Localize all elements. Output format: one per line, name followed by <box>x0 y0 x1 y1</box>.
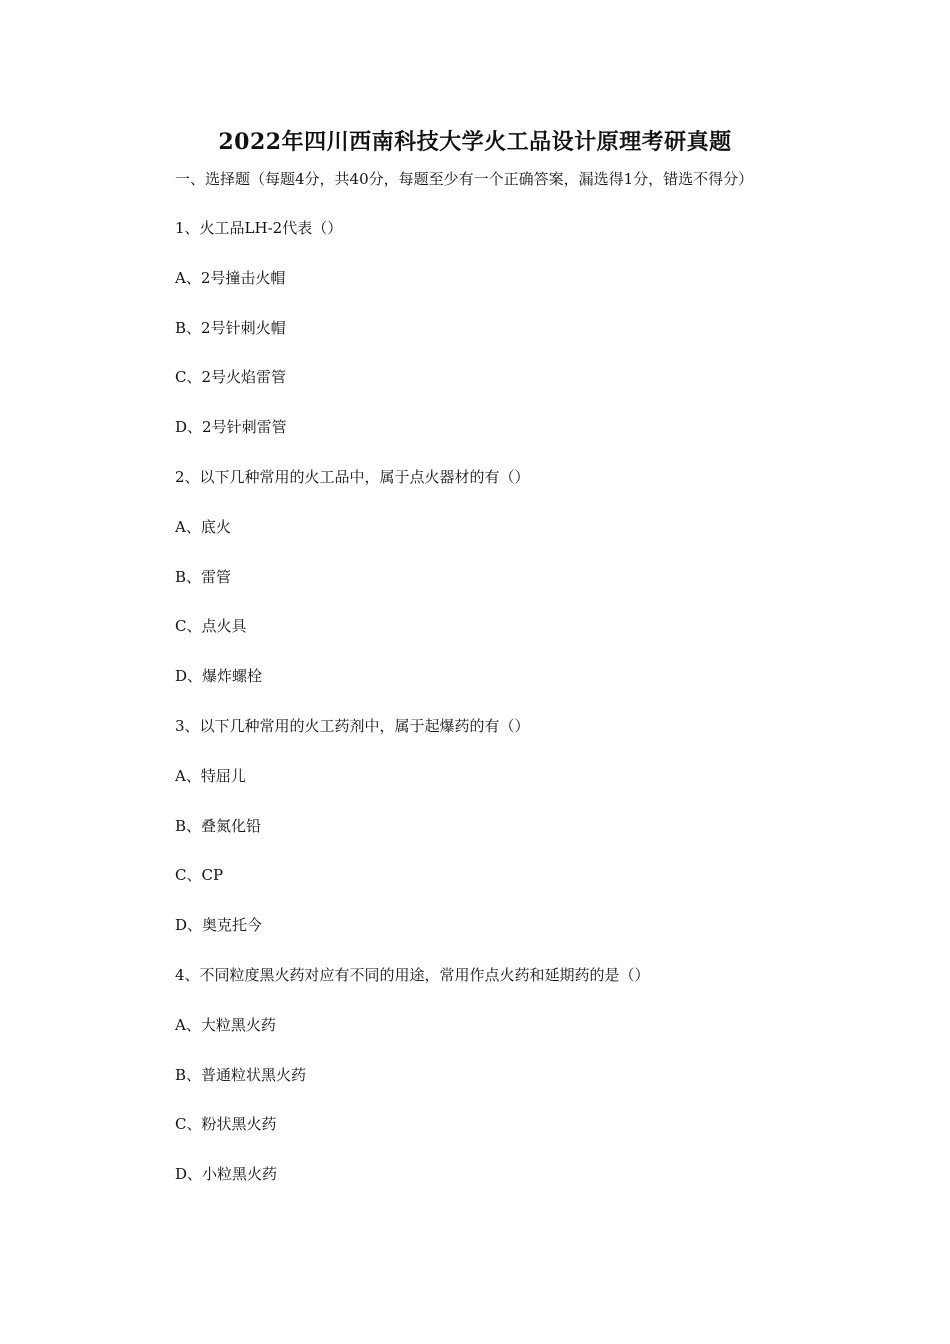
question-option: B、2号针刺火帽 <box>175 318 286 337</box>
question-option: A、大粒黑火药 <box>175 1015 276 1034</box>
document-title: 2022年四川西南科技大学火工品设计原理考研真题 <box>218 129 732 155</box>
question-option: C、粉状黑火药 <box>175 1115 277 1134</box>
question-option: B、叠氮化铅 <box>175 816 262 835</box>
section-heading: 一、选择题（每题4分，共40分，每题至少有一个正确答案，漏选得1分，错选不得分） <box>175 170 754 188</box>
question-option: A、底火 <box>175 517 231 536</box>
question-stem: 3、以下几种常用的火工药剂中，属于起爆药的有（） <box>175 716 530 735</box>
question-option: A、特屈儿 <box>175 766 246 785</box>
question-stem: 2、以下几种常用的火工品中，属于点火器材的有（） <box>175 467 530 486</box>
question-option: B、普通粒状黑火药 <box>175 1065 307 1084</box>
question-option: B、雷管 <box>175 567 232 586</box>
question-option: D、小粒黑火药 <box>175 1165 278 1184</box>
question-option: C、点火具 <box>175 617 247 636</box>
question-list <box>175 217 875 1213</box>
question-option: D、奥克托今 <box>175 916 263 935</box>
question-option: D、爆炸螺栓 <box>175 667 263 686</box>
question-option: C、2号火焰雷管 <box>175 368 287 387</box>
question-stem: 4、不同粒度黑火药对应有不同的用途，常用作点火药和延期药的是（） <box>175 965 650 984</box>
question-option: D、2号针刺雷管 <box>175 418 287 437</box>
question-option: A、2号撞击火帽 <box>175 268 286 287</box>
question-option: C、CP <box>175 866 224 885</box>
question-stem: 1、火工品LH-2代表（） <box>175 219 343 237</box>
